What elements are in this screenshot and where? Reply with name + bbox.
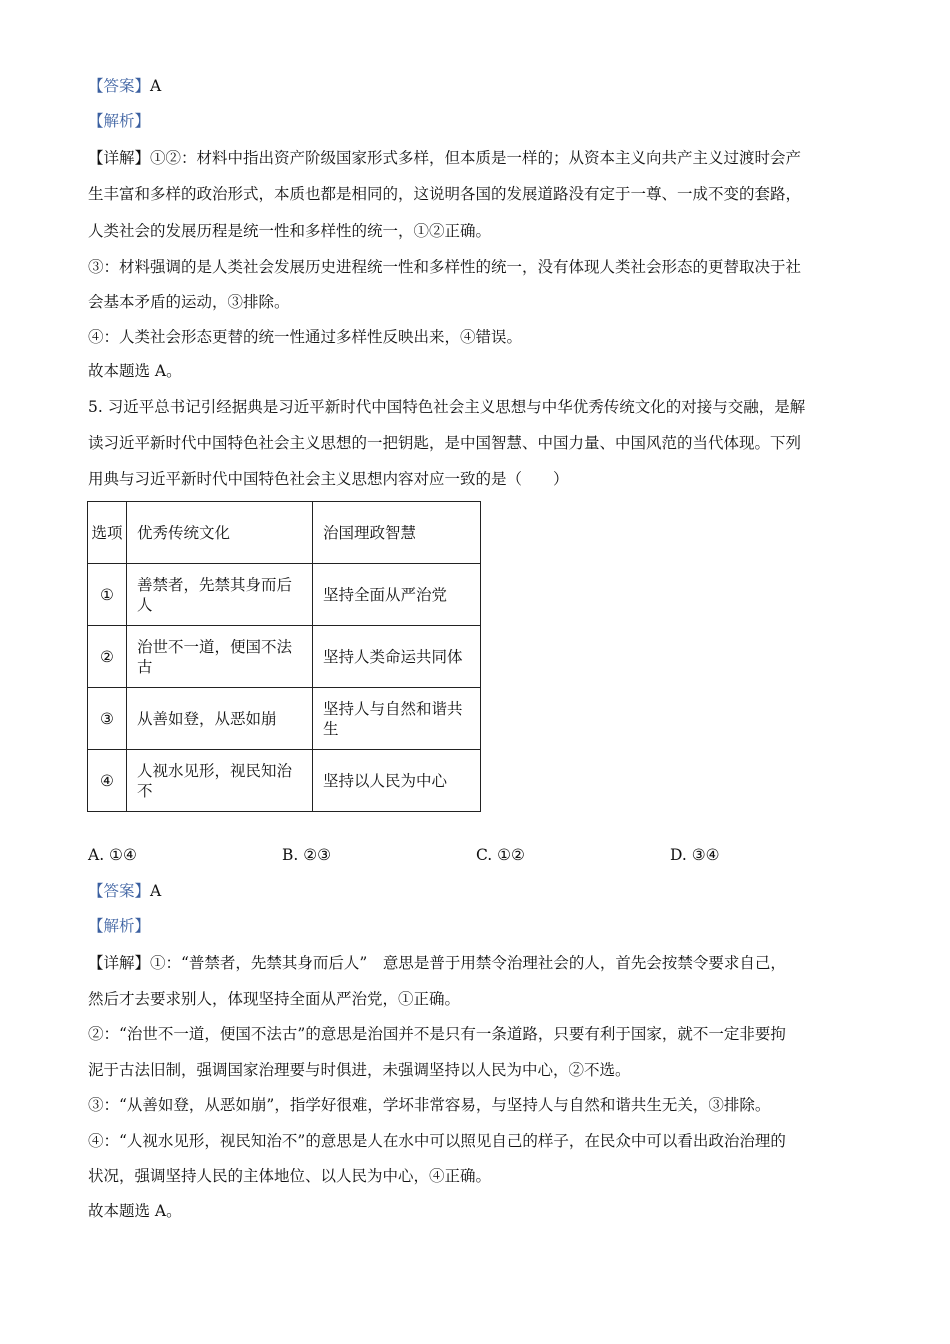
table-row bbox=[88, 750, 481, 812]
answer-line bbox=[88, 76, 161, 96]
table-cell: ③ bbox=[88, 688, 127, 750]
detail-line: 【详解】①②：材料中指出资产阶级国家形式多样，但本质是一样的；从资本主义向共产主义过渡时会产 bbox=[88, 149, 802, 167]
table-row bbox=[88, 564, 481, 626]
table-header-cell: 治国理政智慧 bbox=[313, 502, 481, 564]
table-header-cell: 优秀传统文化 bbox=[127, 502, 313, 564]
detail-line: ④：人类社会形态更替的统一性通过多样性反映出来，④错误。 bbox=[88, 328, 523, 346]
option-b: B. ②③ bbox=[282, 846, 332, 864]
question-stem-line: 读习近平新时代中国特色社会主义思想的一把钥匙，是中国智慧、中国力量、中国风范的当代体现。下列 bbox=[88, 434, 802, 452]
detail-line: 然后才去要求别人，体现坚持全面从严治党，①正确。 bbox=[88, 990, 461, 1008]
analysis-tag: 【解析】 bbox=[88, 917, 151, 935]
table-cell: 治世不一道，便国不法古 bbox=[127, 626, 313, 688]
answer-tag: 【答案】 bbox=[88, 77, 151, 95]
question-table bbox=[87, 501, 481, 812]
detail-line: 人类社会的发展历程是统一性和多样性的统一，①②正确。 bbox=[88, 222, 492, 240]
option-d: D. ③④ bbox=[670, 846, 720, 864]
table-cell: 从善如登，从恶如崩 bbox=[127, 688, 313, 750]
table-cell: ② bbox=[88, 626, 127, 688]
table-header-row bbox=[88, 502, 481, 564]
detail-line: ③：材料强调的是人类社会发展历史进程统一性和多样性的统一，没有体现人类社会形态的更替取决于社 bbox=[88, 258, 802, 276]
option-a: A. ①④ bbox=[88, 846, 137, 864]
detail-line: 故本题选 A。 bbox=[88, 1202, 182, 1220]
table-cell: 坚持人类命运共同体 bbox=[313, 626, 481, 688]
detail-line: ③：“从善如登，从恶如崩”，指学好很难，学坏非常容易，与坚持人与自然和谐共生无关，③排除。 bbox=[88, 1096, 771, 1114]
table-cell: 人视水见形，视民知治不 bbox=[127, 750, 313, 812]
option-c: C. ①② bbox=[476, 846, 525, 864]
question-stem-line: 用典与习近平新时代中国特色社会主义思想内容对应一致的是（ ） bbox=[88, 470, 569, 488]
answer-tag: 【答案】 bbox=[88, 882, 151, 900]
question-stem-line: 5. 习近平总书记引经据典是习近平新时代中国特色社会主义思想与中华优秀传统文化的对接与交融，是解 bbox=[88, 398, 806, 416]
table-header-cell: 选项 bbox=[88, 502, 127, 564]
table-cell: 坚持以人民为中心 bbox=[313, 750, 481, 812]
table-cell: 坚持全面从严治党 bbox=[313, 564, 481, 626]
table-cell: ① bbox=[88, 564, 127, 626]
analysis-tag: 【解析】 bbox=[88, 112, 151, 130]
answer-value: A bbox=[150, 77, 162, 95]
detail-line: 状况，强调坚持人民的主体地位、以人民为中心，④正确。 bbox=[88, 1167, 492, 1185]
table-cell: ④ bbox=[88, 750, 127, 812]
table-row bbox=[88, 688, 481, 750]
answer-value: A bbox=[150, 882, 162, 900]
table-row bbox=[88, 626, 481, 688]
answer-line bbox=[88, 881, 161, 901]
table-cell: 善禁者，先禁其身而后人 bbox=[127, 564, 313, 626]
detail-line: ④：“人视水见形，视民知治不”的意思是人在水中可以照见自己的样子，在民众中可以看出政治治理的 bbox=[88, 1132, 786, 1150]
detail-line: 生丰富和多样的政治形式，本质也都是相同的，这说明各国的发展道路没有定于一尊、一成不变的套路， bbox=[88, 185, 802, 203]
detail-line: ②：“治世不一道，便国不法古”的意思是治国并不是只有一条道路，只要有利于国家，就不一定非要拘 bbox=[88, 1025, 786, 1043]
detail-line: 【详解】①：“普禁者，先禁其身而后人” 意思是普于用禁令治理社会的人，首先会按禁令要求自己， bbox=[88, 954, 786, 972]
detail-line: 故本题选 A。 bbox=[88, 362, 182, 380]
detail-line: 会基本矛盾的运动，③排除。 bbox=[88, 293, 290, 311]
table-cell: 坚持人与自然和谐共生 bbox=[313, 688, 481, 750]
detail-line: 泥于古法旧制，强调国家治理要与时俱进，未强调坚持以人民为中心，②不选。 bbox=[88, 1061, 631, 1079]
